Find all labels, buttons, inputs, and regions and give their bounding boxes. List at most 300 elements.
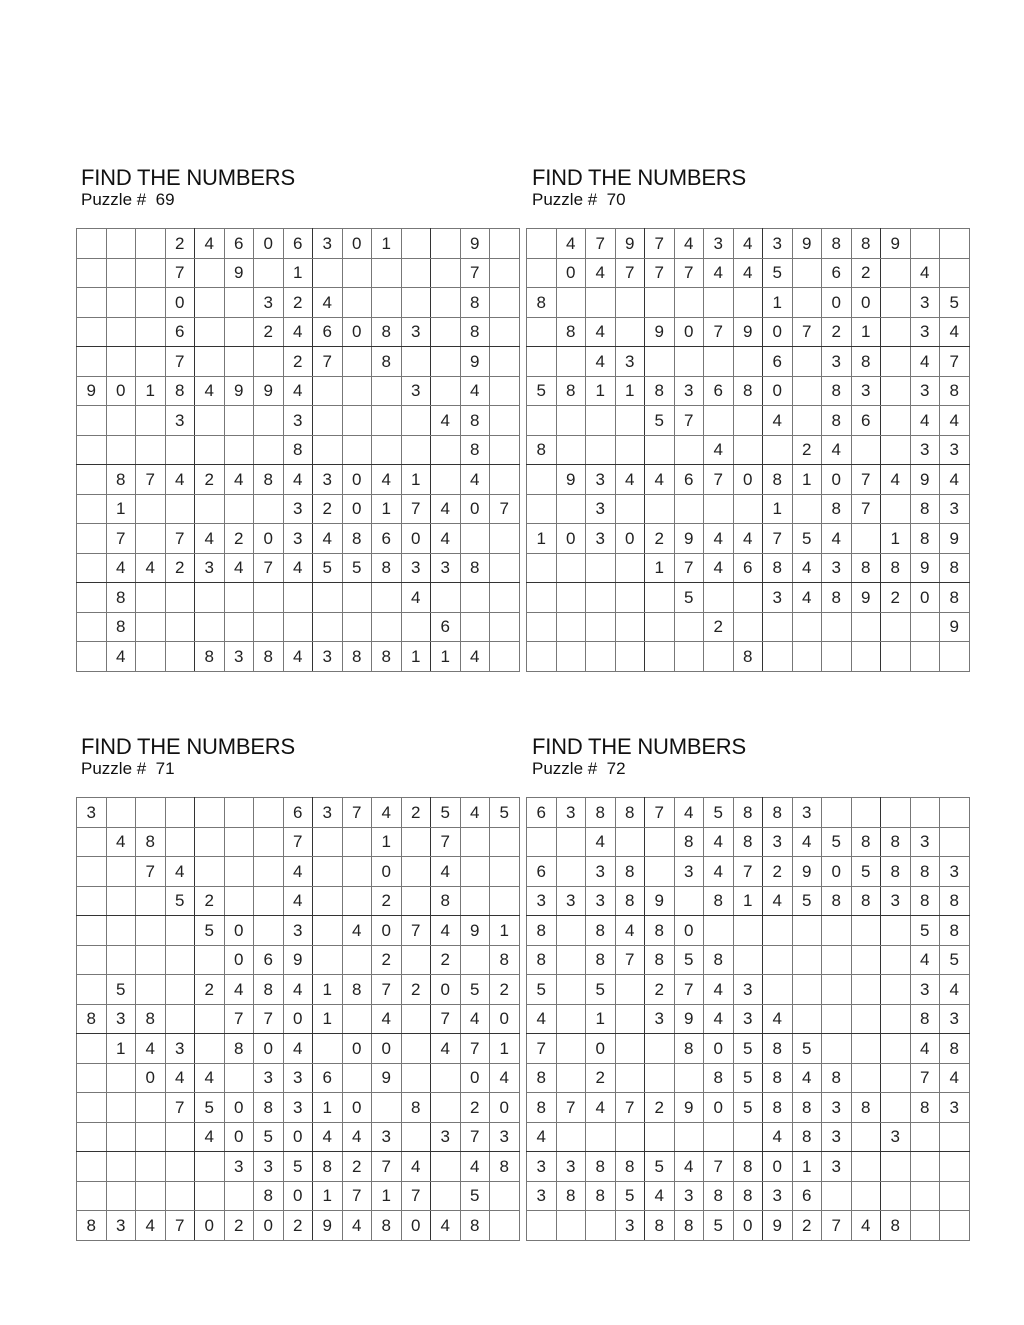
grid-cell: 4	[527, 1122, 557, 1152]
grid-cell: 8	[586, 798, 616, 828]
grid-cell: 9	[615, 229, 645, 259]
grid-cell	[527, 553, 557, 583]
grid-cell: 9	[674, 1093, 704, 1123]
grid-cell	[106, 857, 136, 887]
grid-cell	[645, 1122, 675, 1152]
grid-cell	[792, 376, 822, 406]
grid-cell: 3	[556, 886, 586, 916]
grid-cell	[881, 916, 911, 946]
grid-cell: 4	[763, 406, 793, 436]
grid-cell: 4	[586, 317, 616, 347]
grid-row	[77, 1093, 520, 1123]
grid-cell: 2	[645, 975, 675, 1005]
grid-cell	[822, 945, 852, 975]
grid-cell	[851, 1122, 881, 1152]
grid-cell: 8	[586, 1152, 616, 1182]
grid-cell	[372, 612, 402, 642]
grid-cell	[556, 945, 586, 975]
grid-cell	[615, 975, 645, 1005]
grid-cell: 4	[674, 798, 704, 828]
grid-cell	[165, 916, 195, 946]
grid-cell	[136, 916, 166, 946]
grid-cell	[136, 494, 166, 524]
grid-cell	[254, 612, 284, 642]
grid-row	[527, 288, 970, 318]
grid-cell: 7	[136, 857, 166, 887]
grid-cell	[704, 288, 734, 318]
grid-cell	[342, 376, 372, 406]
grid-cell: 8	[822, 886, 852, 916]
grid-cell	[77, 1181, 107, 1211]
grid-cell: 8	[674, 1211, 704, 1241]
grid-cell: 9	[851, 583, 881, 613]
grid-row	[77, 1181, 520, 1211]
grid-cell: 3	[910, 288, 940, 318]
grid-cell	[674, 435, 704, 465]
grid-cell	[342, 406, 372, 436]
grid-cell: 5	[763, 258, 793, 288]
grid-cell: 3	[254, 288, 284, 318]
grid-cell	[940, 229, 970, 259]
grid-cell: 8	[490, 945, 520, 975]
grid-row	[77, 827, 520, 857]
grid-cell	[910, 642, 940, 672]
grid-cell	[165, 1004, 195, 1034]
grid-cell: 7	[283, 827, 313, 857]
grid-row	[527, 229, 970, 259]
grid-cell: 0	[254, 524, 284, 554]
grid-cell	[556, 553, 586, 583]
grid-cell: 5	[910, 916, 940, 946]
grid-cell: 1	[313, 975, 343, 1005]
grid-cell: 2	[792, 1211, 822, 1241]
grid-row	[77, 1152, 520, 1182]
grid-cell: 7	[431, 827, 461, 857]
grid-cell	[224, 347, 254, 377]
grid-cell: 5	[615, 1181, 645, 1211]
grid-cell: 3	[313, 465, 343, 495]
grid-cell	[136, 975, 166, 1005]
grid-cell: 4	[136, 553, 166, 583]
grid-cell	[792, 612, 822, 642]
grid-cell	[733, 288, 763, 318]
grid-cell: 7	[106, 524, 136, 554]
grid-cell	[136, 1093, 166, 1123]
grid-cell: 9	[674, 524, 704, 554]
grid-cell: 2	[195, 465, 225, 495]
grid-cell: 2	[283, 288, 313, 318]
grid-cell	[615, 1122, 645, 1152]
grid-row	[77, 347, 520, 377]
grid-cell	[645, 583, 675, 613]
grid-cell	[527, 406, 557, 436]
grid-cell	[224, 583, 254, 613]
grid-cell: 6	[527, 798, 557, 828]
grid-cell	[401, 347, 431, 377]
puzzle-title: FIND THE NUMBERS	[81, 165, 295, 190]
grid-cell: 3	[165, 406, 195, 436]
grid-cell: 8	[527, 288, 557, 318]
grid-cell	[822, 975, 852, 1005]
grid-cell: 3	[763, 1181, 793, 1211]
grid-cell: 5	[674, 583, 704, 613]
grid-cell: 0	[460, 494, 490, 524]
grid-cell: 0	[460, 1063, 490, 1093]
grid-cell: 7	[401, 1181, 431, 1211]
grid-cell: 8	[704, 945, 734, 975]
grid-cell	[313, 258, 343, 288]
grid-cell: 4	[822, 524, 852, 554]
grid-cell: 4	[283, 886, 313, 916]
grid-row	[527, 435, 970, 465]
grid-cell	[556, 406, 586, 436]
grid-cell	[106, 229, 136, 259]
grid-cell: 2	[283, 1211, 313, 1241]
grid-cell	[254, 886, 284, 916]
grid-cell: 2	[224, 524, 254, 554]
grid-cell: 1	[733, 886, 763, 916]
grid-cell	[401, 229, 431, 259]
grid-cell: 0	[106, 376, 136, 406]
grid-cell	[460, 583, 490, 613]
grid-cell	[733, 945, 763, 975]
grid-cell	[342, 827, 372, 857]
grid-cell: 7	[674, 406, 704, 436]
grid-cell: 4	[704, 258, 734, 288]
grid-cell: 4	[881, 465, 911, 495]
grid-cell: 0	[342, 229, 372, 259]
grid-cell	[704, 642, 734, 672]
grid-cell	[224, 435, 254, 465]
grid-cell	[313, 916, 343, 946]
grid-cell	[586, 435, 616, 465]
grid-cell: 4	[165, 1063, 195, 1093]
grid-cell: 1	[490, 916, 520, 946]
grid-cell: 6	[822, 258, 852, 288]
grid-cell: 4	[704, 553, 734, 583]
grid-cell: 4	[792, 583, 822, 613]
grid-cell: 2	[342, 1152, 372, 1182]
grid-cell	[490, 229, 520, 259]
grid-cell	[77, 1122, 107, 1152]
grid-cell: 7	[165, 1093, 195, 1123]
grid-cell: 3	[704, 229, 734, 259]
grid-cell	[763, 945, 793, 975]
grid-cell	[313, 406, 343, 436]
grid-cell: 3	[910, 435, 940, 465]
grid-cell: 2	[224, 1211, 254, 1241]
grid-cell: 8	[556, 376, 586, 406]
grid-cell	[881, 288, 911, 318]
grid-cell: 8	[77, 1211, 107, 1241]
grid-cell: 8	[254, 1093, 284, 1123]
grid-cell: 3	[283, 1063, 313, 1093]
grid-cell: 4	[792, 553, 822, 583]
grid-cell	[77, 857, 107, 887]
grid-cell	[342, 583, 372, 613]
grid-cell	[313, 612, 343, 642]
grid-cell	[556, 827, 586, 857]
grid-cell: 1	[313, 1181, 343, 1211]
grid-cell: 5	[940, 288, 970, 318]
grid-cell	[460, 945, 490, 975]
grid-cell: 2	[165, 229, 195, 259]
grid-cell: 6	[313, 1063, 343, 1093]
grid-cell	[674, 288, 704, 318]
grid-cell: 7	[615, 1093, 645, 1123]
number-grid-72	[526, 797, 970, 1241]
grid-cell	[401, 612, 431, 642]
grid-cell: 8	[733, 827, 763, 857]
grid-cell: 7	[704, 317, 734, 347]
grid-cell	[313, 886, 343, 916]
grid-cell: 8	[851, 886, 881, 916]
grid-cell: 7	[165, 347, 195, 377]
grid-cell: 4	[704, 524, 734, 554]
grid-cell	[165, 1181, 195, 1211]
grid-cell	[106, 288, 136, 318]
grid-cell: 4	[763, 886, 793, 916]
grid-cell	[342, 886, 372, 916]
grid-cell: 8	[851, 827, 881, 857]
grid-cell	[342, 435, 372, 465]
grid-cell: 4	[792, 1063, 822, 1093]
grid-cell: 2	[401, 798, 431, 828]
grid-cell	[283, 612, 313, 642]
grid-cell	[881, 798, 911, 828]
grid-row	[77, 435, 520, 465]
grid-cell: 1	[372, 494, 402, 524]
grid-cell	[195, 857, 225, 887]
grid-cell: 4	[283, 465, 313, 495]
grid-cell: 9	[763, 1211, 793, 1241]
grid-cell: 1	[792, 1152, 822, 1182]
grid-cell: 9	[283, 945, 313, 975]
grid-cell	[77, 494, 107, 524]
grid-cell	[733, 494, 763, 524]
grid-cell	[792, 945, 822, 975]
grid-cell: 8	[586, 1181, 616, 1211]
grid-cell: 1	[401, 642, 431, 672]
grid-cell	[136, 1152, 166, 1182]
grid-cell: 5	[704, 798, 734, 828]
grid-cell	[372, 1093, 402, 1123]
grid-cell: 7	[586, 229, 616, 259]
grid-cell	[556, 1004, 586, 1034]
grid-cell	[401, 288, 431, 318]
grid-cell: 8	[733, 642, 763, 672]
grid-cell: 5	[940, 945, 970, 975]
grid-cell	[645, 827, 675, 857]
grid-cell: 4	[372, 1004, 402, 1034]
grid-cell	[490, 1181, 520, 1211]
grid-cell: 6	[372, 524, 402, 554]
puzzle-71-header	[81, 735, 511, 779]
grid-row	[527, 494, 970, 524]
grid-cell: 8	[195, 642, 225, 672]
grid-cell: 7	[851, 465, 881, 495]
grid-cell	[645, 857, 675, 887]
grid-cell: 3	[763, 583, 793, 613]
grid-cell	[195, 583, 225, 613]
grid-cell: 4	[431, 916, 461, 946]
grid-cell: 8	[254, 1181, 284, 1211]
grid-cell: 4	[106, 642, 136, 672]
grid-cell: 8	[733, 798, 763, 828]
puzzle-title: FIND THE NUMBERS	[81, 734, 295, 759]
grid-cell: 5	[586, 975, 616, 1005]
grid-cell: 5	[733, 1093, 763, 1123]
grid-cell: 4	[586, 347, 616, 377]
grid-cell	[851, 975, 881, 1005]
grid-cell: 9	[556, 465, 586, 495]
grid-cell	[490, 1211, 520, 1241]
grid-cell: 4	[460, 798, 490, 828]
grid-cell: 8	[881, 1211, 911, 1241]
grid-cell: 4	[224, 465, 254, 495]
grid-cell: 8	[556, 317, 586, 347]
grid-cell: 6	[165, 317, 195, 347]
grid-cell	[615, 827, 645, 857]
grid-cell	[704, 1122, 734, 1152]
grid-cell	[615, 317, 645, 347]
grid-cell	[674, 1122, 704, 1152]
grid-cell: 3	[401, 553, 431, 583]
grid-cell	[704, 347, 734, 377]
grid-cell	[136, 524, 166, 554]
grid-cell: 4	[431, 857, 461, 887]
grid-cell	[490, 524, 520, 554]
grid-cell	[881, 642, 911, 672]
grid-cell: 0	[431, 975, 461, 1005]
grid-cell	[165, 798, 195, 828]
grid-cell	[674, 1063, 704, 1093]
grid-cell: 8	[910, 524, 940, 554]
grid-cell	[401, 1063, 431, 1093]
grid-cell	[910, 1152, 940, 1182]
grid-cell	[881, 612, 911, 642]
grid-cell: 4	[431, 406, 461, 436]
grid-row	[527, 553, 970, 583]
grid-cell: 8	[910, 886, 940, 916]
grid-cell	[645, 435, 675, 465]
grid-cell: 4	[460, 465, 490, 495]
grid-cell: 5	[733, 1034, 763, 1064]
grid-cell	[254, 494, 284, 524]
grid-cell	[372, 406, 402, 436]
grid-cell	[556, 494, 586, 524]
grid-cell	[77, 886, 107, 916]
grid-cell: 8	[136, 1004, 166, 1034]
grid-cell: 3	[910, 827, 940, 857]
grid-cell: 5	[645, 1152, 675, 1182]
grid-cell: 5	[733, 1063, 763, 1093]
grid-cell: 7	[674, 975, 704, 1005]
grid-cell: 8	[460, 317, 490, 347]
grid-cell	[254, 857, 284, 887]
grid-cell: 7	[910, 1063, 940, 1093]
grid-cell: 9	[460, 347, 490, 377]
grid-cell: 0	[342, 317, 372, 347]
grid-cell: 4	[940, 1063, 970, 1093]
grid-cell: 4	[527, 1004, 557, 1034]
grid-cell	[431, 1063, 461, 1093]
grid-cell	[77, 1034, 107, 1064]
grid-cell: 3	[586, 524, 616, 554]
grid-cell: 0	[704, 1093, 734, 1123]
grid-cell: 7	[704, 465, 734, 495]
grid-cell: 7	[674, 553, 704, 583]
grid-cell	[283, 583, 313, 613]
grid-cell	[615, 435, 645, 465]
grid-cell	[372, 288, 402, 318]
grid-cell: 0	[224, 916, 254, 946]
grid-cell: 8	[733, 1181, 763, 1211]
grid-cell: 8	[165, 376, 195, 406]
grid-cell: 3	[401, 317, 431, 347]
grid-cell	[763, 642, 793, 672]
grid-cell	[431, 1181, 461, 1211]
grid-cell: 0	[822, 288, 852, 318]
grid-cell: 8	[527, 1063, 557, 1093]
grid-cell: 0	[822, 465, 852, 495]
grid-cell	[136, 945, 166, 975]
grid-cell: 3	[822, 1152, 852, 1182]
grid-cell: 3	[940, 857, 970, 887]
grid-cell	[674, 612, 704, 642]
grid-cell	[586, 612, 616, 642]
grid-cell	[254, 406, 284, 436]
grid-cell: 3	[283, 406, 313, 436]
grid-cell: 8	[910, 1004, 940, 1034]
grid-cell: 4	[704, 827, 734, 857]
grid-cell	[556, 612, 586, 642]
grid-cell: 8	[763, 1034, 793, 1064]
grid-cell: 9	[940, 524, 970, 554]
number-grid-69	[76, 228, 520, 672]
grid-cell: 0	[254, 1034, 284, 1064]
grid-cell: 6	[733, 553, 763, 583]
grid-cell	[254, 827, 284, 857]
grid-cell	[77, 347, 107, 377]
grid-cell	[615, 553, 645, 583]
grid-cell: 0	[342, 465, 372, 495]
grid-cell: 8	[851, 553, 881, 583]
grid-cell	[645, 347, 675, 377]
grid-cell	[490, 553, 520, 583]
grid-cell: 4	[283, 857, 313, 887]
grid-cell: 8	[460, 553, 490, 583]
grid-cell: 7	[645, 258, 675, 288]
grid-cell	[910, 612, 940, 642]
grid-cell: 9	[645, 317, 675, 347]
grid-row	[527, 916, 970, 946]
grid-cell	[224, 494, 254, 524]
puzzle-72-header	[532, 735, 962, 779]
puzzle-number: Puzzle # 69	[81, 190, 175, 209]
grid-cell: 8	[733, 376, 763, 406]
grid-cell: 8	[460, 435, 490, 465]
grid-cell: 0	[136, 1063, 166, 1093]
grid-cell: 5	[704, 1211, 734, 1241]
grid-cell: 3	[822, 1122, 852, 1152]
grid-cell: 7	[254, 553, 284, 583]
grid-cell: 2	[431, 945, 461, 975]
grid-cell	[940, 1152, 970, 1182]
grid-cell: 4	[431, 524, 461, 554]
grid-cell	[851, 945, 881, 975]
grid-cell	[165, 642, 195, 672]
